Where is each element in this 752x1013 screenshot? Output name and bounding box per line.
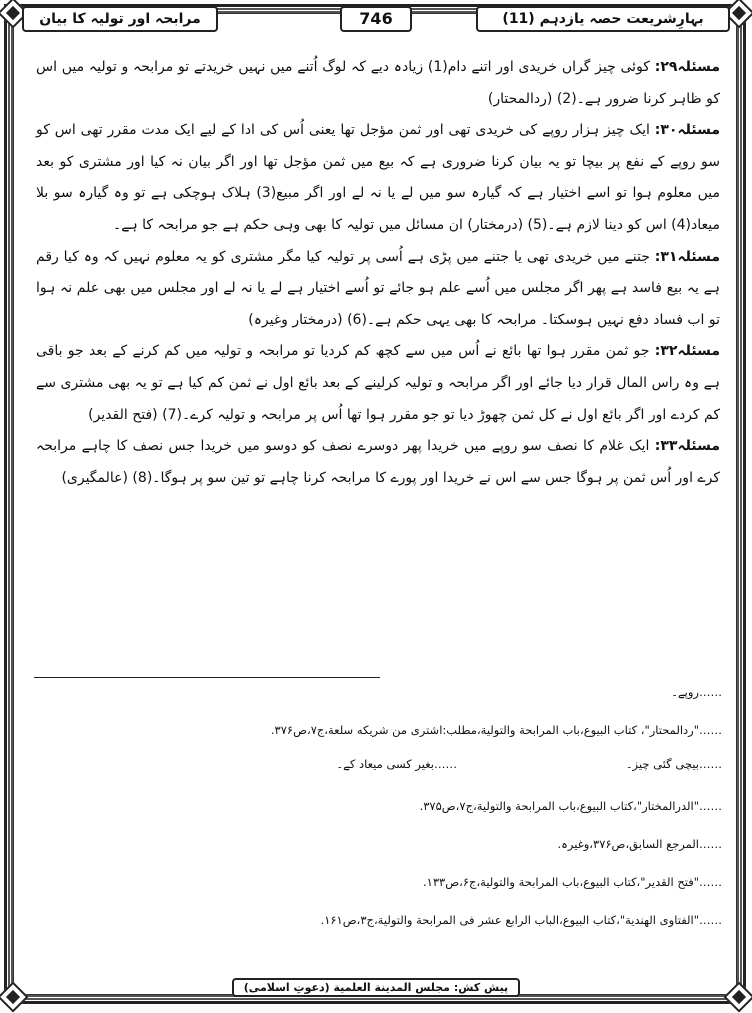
footnote-8: ……"الفتاوی الهندیة"،کتاب البیوع،الباب الرابع عشر فی المرابحة والتولیة،ج۳،ص۱۶۱. bbox=[320, 913, 722, 927]
footnote-1: ……روپے۔ bbox=[671, 685, 722, 699]
masala-label: مسئلہ۳۰: bbox=[654, 122, 721, 139]
footnote-4: ……بغیر کسی میعاد کے۔ bbox=[336, 757, 457, 771]
masala-32 bbox=[36, 336, 720, 431]
masala-30 bbox=[36, 115, 720, 241]
page-footer bbox=[0, 976, 752, 1000]
publisher-name: مجلس المدینة العلمیة bbox=[333, 981, 450, 994]
masala-label: مسئلہ۳۲: bbox=[654, 343, 720, 360]
publisher-suffix: (دعوتِ اسلامی) bbox=[243, 981, 330, 994]
masala-text: جو ثمن مقرر ہوا تھا بائع نے اُس میں سے کچھ کم کردیا تو مرابحہ و تولیہ میں کم کرنے کے بعد جو باقی ہے وہ راس المال قرار دیا جائے اور اگر مرابحہ و تولیہ کرلینے کے بعد بائع اول نے ثمن کم کیا ہے تو یہ بھی مشتری سے کم کردے اور اگر بائع اول نے کل ثمن چھوڑ دیا تو جو مقرر ہوا تھا اُس پر مرابحہ و تولیہ کرے۔(7) (فتح القدیر) bbox=[36, 343, 720, 423]
footnote-3: ……بیچی گئی چیز۔ bbox=[625, 757, 722, 771]
masala-text: ایک غلام کا نصف سو روپے میں خریدا پھر دوسرے نصف کو دوسو میں خریدا جس نصف کا چاہے مرابحہ کرے اور اُس ثمن پر ہوگا جس سے اس نے خریدا اور پورے کا مرابحہ کرنا چاہے تو تین سو پر ہوگا۔(8) (عالمگیری) bbox=[36, 438, 720, 486]
masala-label: مسئلہ۲۹: bbox=[654, 59, 720, 75]
chapter-title: مرابحہ اور تولیہ کا بیان bbox=[22, 6, 218, 32]
book-part-label: بہارِشریعت حصہ یازدہم (11) bbox=[476, 6, 730, 32]
masala-33 bbox=[36, 431, 720, 494]
publisher-prefix: پیش کش: bbox=[453, 981, 509, 994]
masala-text: جتنے میں خریدی تھی یا جتنے میں پڑی ہے اُسی پر تولیہ کیا مگر مشتری کو یہ معلوم نہیں کہ وہ کیا رقم ہے یہ بیع فاسد ہے پھر اگر مجلس میں اُسے علم ہو جائے تو اُسے اختیار ہے لے یا نہ لے اور مجلس میں بھی علم نہ ہوا تو اب فساد دفع نہیں ہوسکتا۔ مرابحہ کا بھی یہی حکم ہے۔(6) (درمختار وغیرہ) bbox=[36, 248, 720, 328]
footnote-6: ……المرجع السابق،ص۳۷۶،وغیرہ. bbox=[557, 837, 722, 851]
masala-29 bbox=[36, 52, 720, 115]
masala-text: ایک چیز ہزار روپے کی خریدی تھی اور ثمن مؤجل تھا یعنی اُس کی ادا کے لیے ایک مدت مقرر تھی اس کو سو روپے کے نفع پر بیچا تو یہ بیان کرنا ضروری ہے کہ بیع میں ثمن مؤجل تھا اور اگر بیان نہ کیا اور مشتری کو بعد میں معلوم ہوا تو اسے اختیار ہے کہ گیارہ سو میں لے یا نہ لے اور اگر مبیع(3) ہلاک ہوچکی ہے تو وہ گیارہ سو بلا میعاد(4) اس کو دینا لازم ہے۔(5) (درمختار) ان مسائل میں تولیہ کا بھی وہی حکم ہے جو مرابحہ کا ہے۔ bbox=[36, 122, 720, 233]
footnote-2: ……"ردالمحتار"، کتاب البیوع،باب المرابحة والتولیة،مطلب:اشتری من شریکه سلعة،ج۷،ص۳۷۶. bbox=[270, 723, 722, 737]
footnote-7: ……"فتح القدیر"،کتاب البیوع،باب المرابحة والتولیة،ج۶،ص۱۳۳. bbox=[423, 875, 722, 889]
publisher-box bbox=[232, 978, 520, 997]
masala-label: مسئلہ۳۱: bbox=[654, 248, 720, 265]
masala-label: مسئلہ۳۳: bbox=[654, 438, 721, 455]
page-number: 746 bbox=[340, 6, 412, 32]
footnote-5: ……"الدرالمختار"،کتاب البیوع،باب المرابحة والتولیة،ج۷،ص۳۷۵. bbox=[419, 799, 722, 813]
masala-31 bbox=[36, 242, 720, 337]
page-body bbox=[36, 52, 720, 494]
footnote-separator bbox=[34, 677, 380, 678]
masala-text: کوئی چیز گراں خریدی اور اتنے دام(1) زیادہ دیے کہ لوگ اُتنے میں نہیں خریدتے تو مرابحہ و تولیہ میں اس کو ظاہر کرنا ضرور ہے۔(2) (ردالمحتار) bbox=[36, 59, 720, 107]
page-header bbox=[22, 6, 730, 34]
